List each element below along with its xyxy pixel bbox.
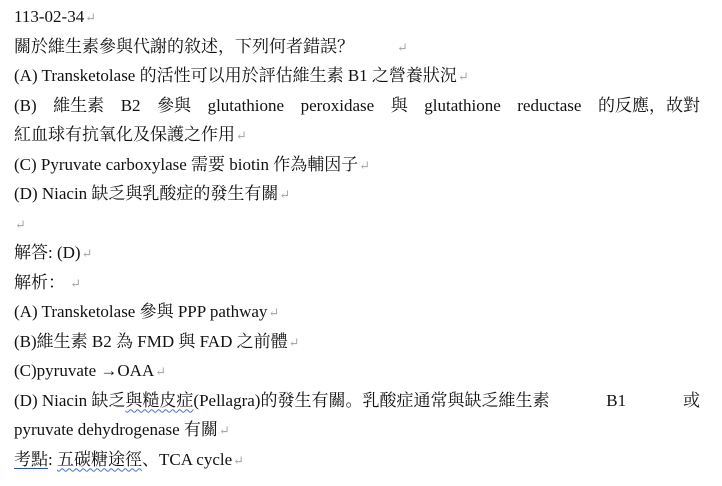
- question-code: 113-02-34: [14, 7, 85, 26]
- explanation-d-line-2: [14, 415, 714, 445]
- option-b-line-1: [14, 91, 700, 121]
- explanation-b-line: [14, 327, 714, 357]
- option-a: (A) Transketolase 的活性可以用於評估維生素 B1 之營養狀況: [14, 66, 457, 85]
- explanation-d-part: 或: [682, 390, 700, 410]
- paragraph-mark-icon: ↵: [85, 10, 97, 25]
- option-b-part: 維生素: [53, 95, 105, 115]
- explanation-a-line: [14, 297, 714, 327]
- paragraph-mark-icon: ↵: [218, 423, 230, 438]
- explanation-c: (C)pyruvate →OAA: [14, 361, 155, 380]
- explanation-d-post: (Pellagra)的發生有關。乳酸症通常與缺乏維生素: [193, 390, 550, 410]
- option-b-part: B2: [120, 95, 141, 115]
- paragraph-mark-icon: ↵: [236, 128, 247, 143]
- paragraph-mark-icon: ↵: [70, 275, 82, 291]
- option-b-part: 的反應，故對: [597, 95, 700, 115]
- option-b-part: glutathione: [424, 95, 501, 115]
- question-code-line: [14, 2, 714, 32]
- explanation-d-underlined: 與糙皮症: [125, 390, 194, 410]
- option-b-part: glutathione: [207, 95, 285, 115]
- option-d: (D) Niacin 缺乏與乳酸症的發生有關: [14, 184, 279, 203]
- answer-line: [14, 238, 714, 268]
- answer-label: 解答: (D): [14, 243, 81, 262]
- key-points-pentose: 五碳糖途徑: [56, 449, 142, 469]
- option-d-line: [14, 179, 714, 209]
- option-b-part: (B): [14, 95, 37, 115]
- paragraph-mark-icon: ↵: [359, 157, 371, 173]
- explanation-d-start: [14, 386, 549, 416]
- option-a-line: [14, 61, 714, 91]
- explanation-label-line: [14, 268, 714, 298]
- key-points-separator: :: [48, 449, 53, 469]
- option-b-part: 參與: [157, 95, 192, 115]
- paragraph-mark-icon: ↵: [279, 187, 291, 202]
- paragraph-mark-icon: ↵: [397, 39, 408, 55]
- option-b-part: 與: [390, 95, 408, 115]
- question-prompt: 關於維生素參與代謝的敘述，下列何者錯誤？: [14, 36, 354, 56]
- explanation-label: 解析：: [14, 272, 65, 292]
- paragraph-mark-icon: ↵: [268, 305, 280, 320]
- explanation-d-pre: (D) Niacin 缺乏: [14, 390, 126, 410]
- paragraph-mark-icon: ↵: [457, 69, 469, 84]
- paragraph-mark-icon: ↵: [81, 246, 93, 261]
- key-points-line: [14, 445, 714, 475]
- explanation-d-part: B1: [606, 390, 627, 410]
- paragraph-mark-icon: ↵: [15, 216, 26, 232]
- option-b-continued: 紅血球有抗氧化及保護之作用: [14, 125, 235, 144]
- explanation-d-continued: pyruvate dehydrogenase 有關: [14, 420, 218, 439]
- empty-line: [14, 209, 714, 239]
- explanation-d-line-1: [14, 386, 700, 416]
- question-prompt-line: [14, 32, 714, 62]
- option-b-line-2: [14, 120, 714, 150]
- option-c: (C) Pyruvate carboxylase 需要 biotin 作為輔因子: [14, 154, 359, 174]
- option-b-part: peroxidase: [300, 95, 375, 115]
- explanation-b: (B)維生素 B2 為 FMD 與 FAD 之前體: [14, 331, 288, 351]
- key-points-rest: 、TCA cycle: [141, 449, 233, 469]
- explanation-a: (A) Transketolase 參與 PPP pathway: [14, 302, 268, 321]
- key-points-label: 考點: [14, 449, 48, 469]
- paragraph-mark-icon: ↵: [233, 452, 245, 468]
- document-body: [14, 2, 714, 474]
- explanation-c-line: [14, 356, 714, 386]
- option-c-line: [14, 150, 714, 180]
- paragraph-mark-icon: ↵: [155, 364, 167, 379]
- paragraph-mark-icon: ↵: [288, 334, 300, 350]
- option-b-part: reductase: [517, 95, 582, 115]
